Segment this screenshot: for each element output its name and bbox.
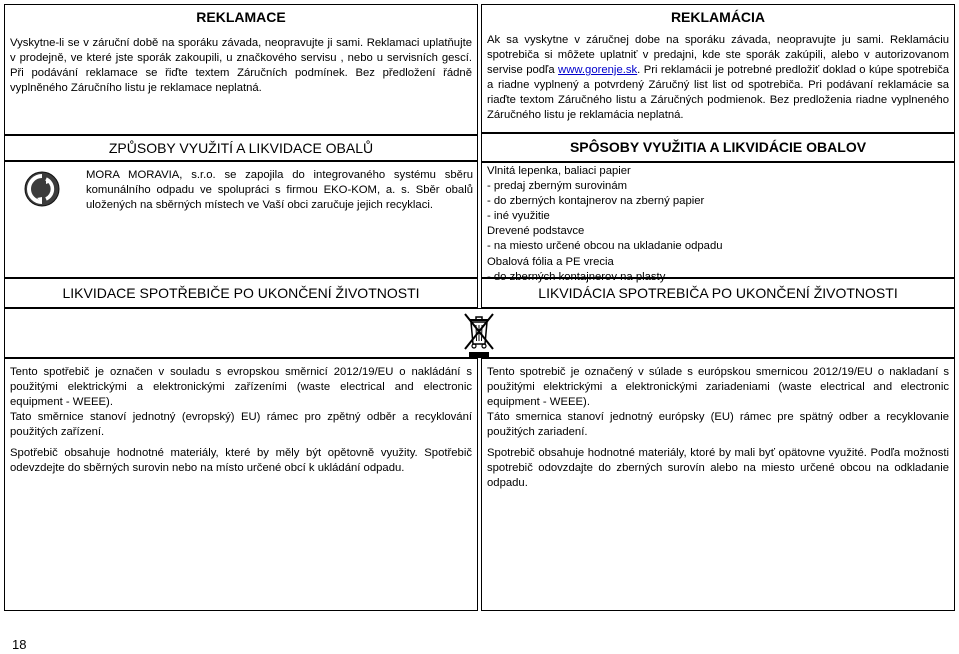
sk-reklamacia-text — [487, 33, 949, 123]
sk-packaging-list — [487, 164, 949, 285]
crossed-out-wheelie-bin-icon — [460, 311, 498, 358]
list-item: - do zberných kontajnerov na plasty — [487, 270, 666, 283]
sk-weee-text — [487, 365, 949, 491]
page-number: 18 — [12, 637, 27, 652]
sk-packaging-title: SPÔSOBY VYUŽITIA A LIKVIDÁCIE OBALOV — [569, 139, 867, 155]
sk-disposal-title: LIKVIDÁCIA SPOTREBIČA PO UKONČENÍ ŽIVOTNOSTI — [538, 285, 898, 301]
list-item: Vlnitá lepenka, baliaci papier — [487, 165, 631, 177]
list-item: - predaj zberným surovinám — [487, 180, 628, 193]
cz-weee-p2: Tato směrnice stanoví jednotný (evropský) EU) rámec pro zpětný odběr a recyklování použitých zařízení. — [10, 411, 472, 438]
sk-weee-p3: Spotrebič obsahuje hodnotné materiály, ktoré by mali byť opätovne využité. Podľa možnosti spotrebič odovzdajte do zberných surovín alebo na miesto určené obcou na odkladanie odpadu. — [487, 447, 949, 489]
list-item: Obalová fólia a PE vrecia — [487, 255, 614, 268]
green-dot-recycling-icon — [24, 171, 60, 207]
list-item: - iné využitie — [487, 210, 550, 223]
list-item: - do zberných kontajnerov na zberný papier — [487, 195, 705, 208]
sk-reklamacia-text-2: . Pri reklamácii je potrebné predložiť doklad o kúpe spotrebiča a riadne vyplnený a potvrdený Záručný list list od spotrebiča. Pri podávaní reklamácie sa riaďte textom Záručného listu a Záručných podmienok. Bez predloženia riadne vyplneného Záručného listu je reklamácia neplatná. — [487, 64, 950, 121]
list-item: - na miesto určené obcou na ukladanie odpadu — [487, 240, 723, 253]
gorenje-link[interactable]: www.gorenje.sk — [558, 64, 638, 76]
sk-reklamacia-text-1: Ak sa vyskytne v záručnej dobe na sporáku závada, neopravujte ju sami. Reklamáciu spotrebiča si môžete uplatniť v predajni, kde ste sporák zakúpili, alebo v autorizovanom servise podľa — [487, 34, 949, 76]
cz-weee-p1: Tento spotřebič je označen v souladu s evropskou směrnicí 2012/19/EU o nakládání s použitými elektrickými a elektronickými zařízeními (waste electrical and electronic equipment - WEEE). — [10, 366, 472, 408]
cz-reklamace-text: Vyskytne-li se v záruční době na sporáku závada, neopravujte ji sami. Reklamaci uplatňujte v prodejně, ve které jste sporák zakoupili, u značkového servisu , nebo u servisních gescí. Při podávání reklamace se řiďte textem Záručních podmínek. Bez předložení řádně vyplněného Záručního listu je reklamace neplatná. — [10, 37, 472, 94]
sk-weee-p2: Táto smernica stanoví jednotný európsky (EU) rámec pre spätný odber a recyklovanie použitých zariadení. — [487, 411, 949, 438]
cz-weee-p3: Spotřebič obsahuje hodnotné materiály, které by měly být opětovně využity. Spotřebič odevzdejte do sběrných surovin nebo na místo určené obcí k ukládání odpadu. — [10, 447, 472, 474]
cz-disposal-title: LIKVIDACE SPOTŘEBIČE PO UKONČENÍ ŽIVOTNOSTI — [62, 285, 420, 301]
list-item: Drevené podstavce — [487, 225, 585, 238]
cz-packaging-text: MORA MORAVIA, s.r.o. se zapojila do integrovaného systému sběru komunálního odpadu ve spolupráci s firmou EKO-KOM, a. s. Sběr obalů uložených na sběrných místech ve Vaší obci zaručuje jejich recyklaci. — [86, 169, 473, 211]
cz-reklamace-title: REKLAMACE — [196, 9, 286, 25]
sk-reklamacia-title: REKLAMÁCIA — [670, 9, 766, 25]
cz-weee-text — [10, 365, 472, 476]
cz-packaging-title: ZPŮSOBY VYUŽITÍ A LIKVIDACE OBALŮ — [108, 140, 374, 156]
sk-weee-p1: Tento spotrebič je označený v súlade s európskou smernicou 2012/19/EU o nakladaní s použitými elektrickými a elektronickými zariadeniami (waste electrical and electronic equipment - WEEE). — [487, 366, 949, 408]
